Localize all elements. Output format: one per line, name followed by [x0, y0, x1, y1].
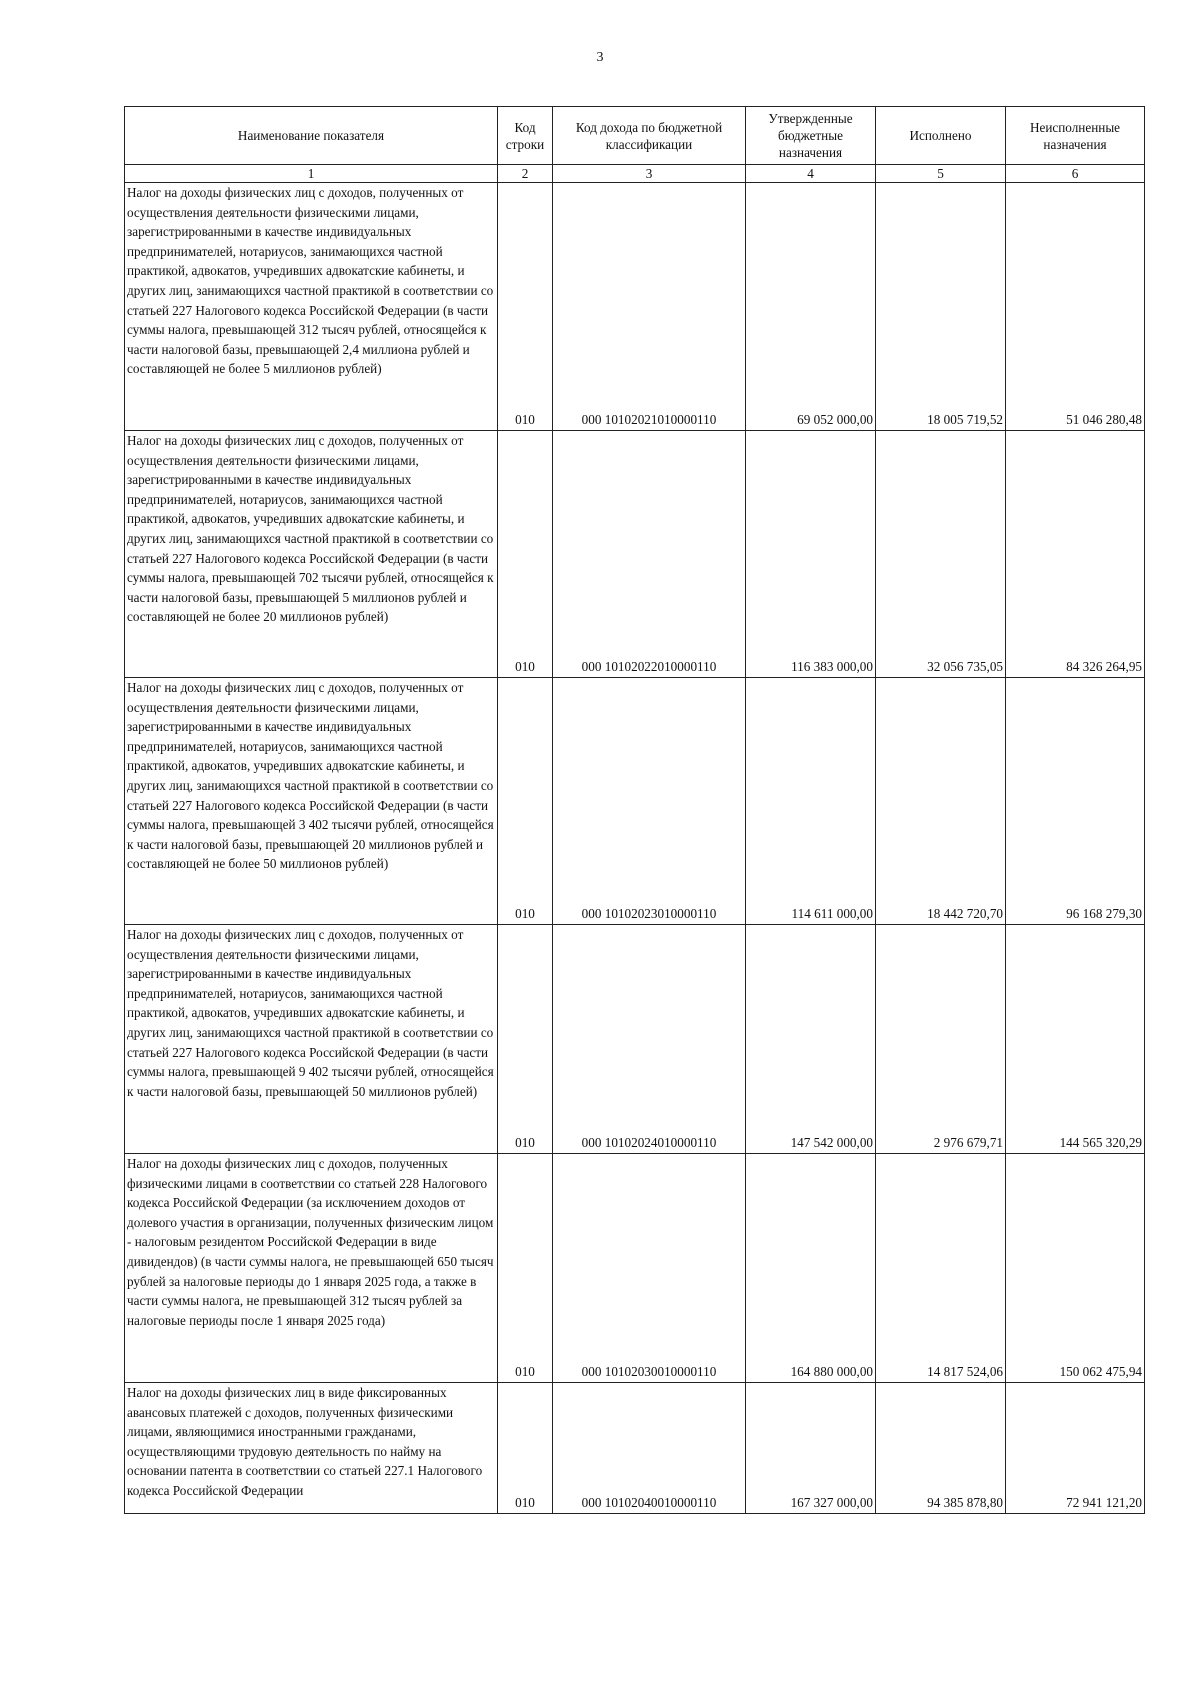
line-code: 010 — [498, 1154, 553, 1383]
table-row — [125, 1154, 1145, 1383]
indicator-name: Налог на доходы физических лиц с доходов, полученных от осуществления деятельности физическими лицами, зарегистрированными в качестве индивидуальных предпринимателей, нотариусов, занимающихся частной практикой, адвокатов, учредивших адвокатские кабинеты, и других лиц, занимающихся частной практикой в соответствии со статьей 227 Налогового кодекса Российской Федерации (в части суммы налога, превышающей 9 402 тысячи рублей, относящейся к части налоговой базы, превышающей 50 миллионов рублей) — [125, 925, 498, 1154]
line-code: 010 — [498, 183, 553, 431]
indicator-name: Налог на доходы физических лиц с доходов, полученных от осуществления деятельности физическими лицами, зарегистрированными в качестве индивидуальных предпринимателей, нотариусов, занимающихся частной практикой, адвокатов, учредивших адвокатские кабинеты, и других лиц, занимающихся частной практикой в соответствии со статьей 227 Налогового кодекса Российской Федерации (в части суммы налога, превышающей 312 тысяч рублей, относящейся к части налоговой базы, превышающей 2,4 миллиона рублей и составляющей не более 5 миллионов рублей) — [125, 183, 498, 431]
income-code: 000 10102022010000110 — [553, 431, 746, 678]
column-header-executed: Исполнено — [876, 107, 1006, 165]
table-row — [125, 183, 1145, 431]
income-code: 000 10102040010000110 — [553, 1383, 746, 1514]
column-header-line-code: Код строки — [498, 107, 553, 165]
approved-amount: 116 383 000,00 — [746, 431, 876, 678]
column-number: 1 — [125, 165, 498, 183]
indicator-name: Налог на доходы физических лиц с доходов, полученных физическими лицами в соответствии со статьей 228 Налогового кодекса Российской Федерации (за исключением доходов от долевого участия в организации, полученных физическим лицом - налоговым резидентом Российской Федерации в виде дивидендов) (в части суммы налога, не превышающей 650 тысяч рублей за налоговые периоды до 1 января 2025 года, а также в части суммы налога, не превышающей 312 тысяч рублей за налоговые периоды после 1 января 2025 года) — [125, 1154, 498, 1383]
executed-amount: 18 442 720,70 — [876, 678, 1006, 925]
income-code: 000 10102023010000110 — [553, 678, 746, 925]
executed-amount: 94 385 878,80 — [876, 1383, 1006, 1514]
column-number: 3 — [553, 165, 746, 183]
unexecuted-amount: 72 941 121,20 — [1006, 1383, 1145, 1514]
column-header-name: Наименование показателя — [125, 107, 498, 165]
table-row — [125, 431, 1145, 678]
page-number: 3 — [596, 50, 604, 65]
header-row — [125, 107, 1145, 165]
income-code: 000 10102021010000110 — [553, 183, 746, 431]
approved-amount: 69 052 000,00 — [746, 183, 876, 431]
table-row — [125, 1383, 1145, 1514]
line-code: 010 — [498, 925, 553, 1154]
income-code: 000 10102030010000110 — [553, 1154, 746, 1383]
column-number-row — [125, 165, 1145, 183]
unexecuted-amount: 96 168 279,30 — [1006, 678, 1145, 925]
column-number: 4 — [746, 165, 876, 183]
unexecuted-amount: 51 046 280,48 — [1006, 183, 1145, 431]
executed-amount: 14 817 524,06 — [876, 1154, 1006, 1383]
unexecuted-amount: 150 062 475,94 — [1006, 1154, 1145, 1383]
line-code: 010 — [498, 431, 553, 678]
indicator-name: Налог на доходы физических лиц с доходов, полученных от осуществления деятельности физическими лицами, зарегистрированными в качестве индивидуальных предпринимателей, нотариусов, занимающихся частной практикой, адвокатов, учредивших адвокатские кабинеты, и других лиц, занимающихся частной практикой в соответствии со статьей 227 Налогового кодекса Российской Федерации (в части суммы налога, превышающей 702 тысячи рублей, относящейся к части налоговой базы, превышающей 5 миллионов рублей и составляющей не более 20 миллионов рублей) — [125, 431, 498, 678]
executed-amount: 2 976 679,71 — [876, 925, 1006, 1154]
line-code: 010 — [498, 1383, 553, 1514]
indicator-name: Налог на доходы физических лиц с доходов, полученных от осуществления деятельности физическими лицами, зарегистрированными в качестве индивидуальных предпринимателей, нотариусов, занимающихся частной практикой, адвокатов, учредивших адвокатские кабинеты, и других лиц, занимающихся частной практикой в соответствии со статьей 227 Налогового кодекса Российской Федерации (в части суммы налога, превышающей 3 402 тысячи рублей, относящейся к части налоговой базы, превышающей 20 миллионов рублей и составляющей не более 50 миллионов рублей) — [125, 678, 498, 925]
line-code: 010 — [498, 678, 553, 925]
income-code: 000 10102024010000110 — [553, 925, 746, 1154]
indicator-name: Налог на доходы физических лиц в виде фиксированных авансовых платежей с доходов, полученных физическими лицами, являющимися иностранными гражданами, осуществляющими трудовую деятельность по найму на основании патента в соответствии со статьей 227.1 Налогового кодекса Российской Федерации — [125, 1383, 498, 1514]
approved-amount: 167 327 000,00 — [746, 1383, 876, 1514]
executed-amount: 32 056 735,05 — [876, 431, 1006, 678]
column-number: 5 — [876, 165, 1006, 183]
approved-amount: 147 542 000,00 — [746, 925, 876, 1154]
approved-amount: 164 880 000,00 — [746, 1154, 876, 1383]
table-row — [125, 925, 1145, 1154]
unexecuted-amount: 144 565 320,29 — [1006, 925, 1145, 1154]
column-number: 2 — [498, 165, 553, 183]
table-row — [125, 678, 1145, 925]
budget-execution-table — [124, 106, 1145, 1514]
column-header-kbk: Код дохода по бюджетной классификации — [553, 107, 746, 165]
column-number: 6 — [1006, 165, 1145, 183]
column-header-approved: Утвержденные бюджетные назначения — [746, 107, 876, 165]
approved-amount: 114 611 000,00 — [746, 678, 876, 925]
unexecuted-amount: 84 326 264,95 — [1006, 431, 1145, 678]
column-header-unexecuted: Неисполненные назначения — [1006, 107, 1145, 165]
executed-amount: 18 005 719,52 — [876, 183, 1006, 431]
